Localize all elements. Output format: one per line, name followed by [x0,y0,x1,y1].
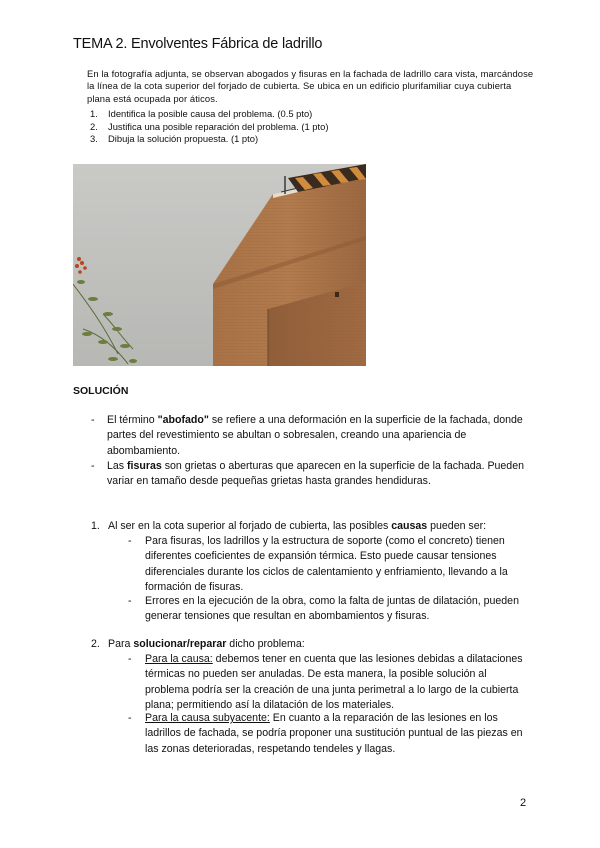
solution-item-2: 2. Para solucionar/reparar dicho problema: [91,638,305,650]
facade-photo [73,164,366,366]
page-number: 2 [520,797,527,809]
question-item: 2. Justifica una posible reparación del problema. (1 pto) [90,120,329,132]
intro-paragraph: En la fotografía adjunta, se observan abogados y fisuras en la fachada de ladrillo cara vista, marcándose la línea de la cota superior del forjado de cubierta. Se ubica en un edificio plurifamiliar cuya cubierta plana está ocupada por áticos. [87,68,534,104]
page-title: TEMA 2. Envolventes Fábrica de ladrillo [73,36,323,52]
sub-item: - Errores en la ejecución de la obra, como la falta de juntas de dilatación, pueden generar tensiones que resultan en abombamientos y fisuras. [128,595,519,623]
sub-item: - Para fisuras, los ladrillos y la estructura de soporte (como el concreto) tienen diferentes coeficientes de expansión térmica. Esto puede causar tensiones diferenciales durante los ciclos de calentamiento y enfriamiento, llevando a la formación de fisuras. [128,535,508,593]
question-item: 1. Identifica la posible causa del problema. (0.5 pto) [90,108,313,119]
definition-item: - Las fisuras son grietas o aberturas que aparecen en la superficie de la fachada. Pueden variar en tamaño desde pequeñas grietas hasta grandes hendiduras. [91,460,524,488]
solution-item-1: 1. Al ser en la cota superior al forjado de cubierta, las posibles causas pueden ser: [91,520,487,532]
solution-heading: SOLUCIÓN [73,385,129,397]
question-item: 3. Dibuja la solución propuesta. (1 pto) [90,133,259,145]
definition-item: - El término "abofado" se refiere a una deformación en la superficie de la fachada, donde partes del revestimiento se abultan o sobresalen, creando una apariencia de abombamiento. [91,414,523,457]
question-list [88,108,328,146]
sub-item: - Para la causa: debemos tener en cuenta que las lesiones debidas a dilataciones térmicas no pueden ser anuladas. De esta manera, la posible solución al problema podría ser la creación de una junta perimetral a lo largo de la cubierta plana; permitiendo así la dilatación de los materiales. [128,653,523,711]
sub-item: - Para la causa subyacente: En cuanto a la reparación de las lesiones en los ladrillos de fachada, se podría proponer una sustitución puntual de las piezas en las zonas deterioradas, respetando tendeles y llagas. [128,712,523,755]
